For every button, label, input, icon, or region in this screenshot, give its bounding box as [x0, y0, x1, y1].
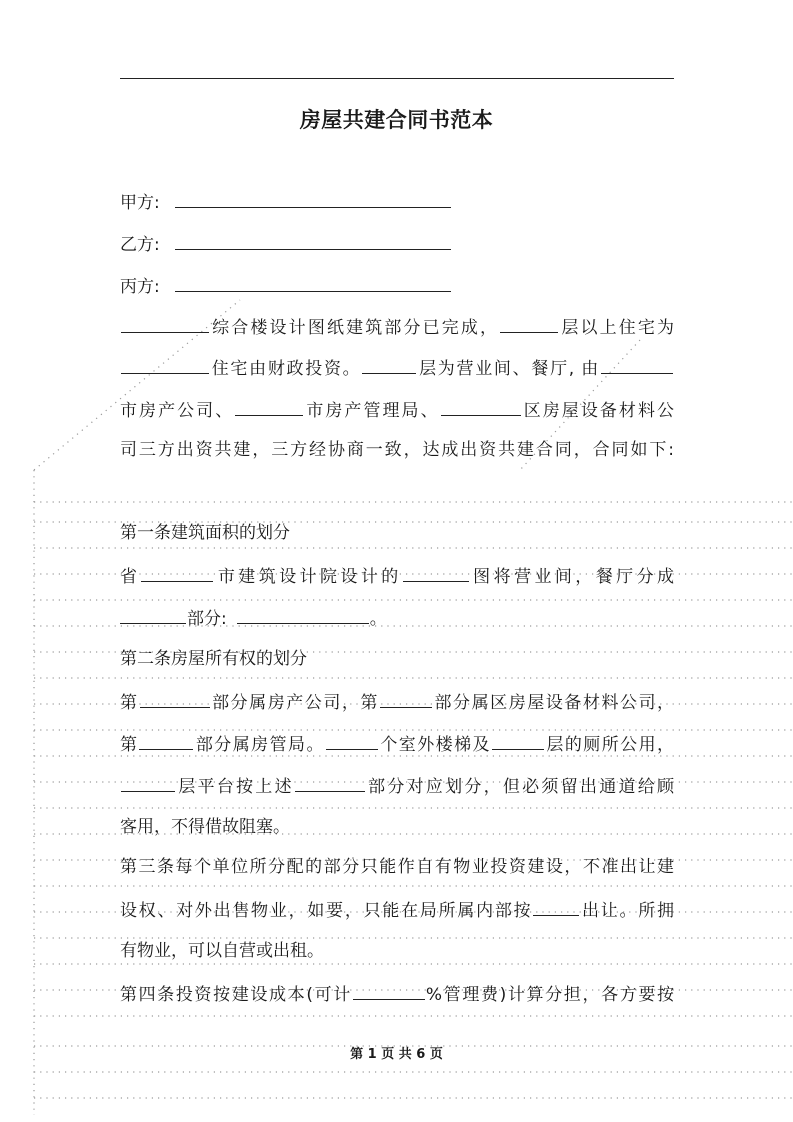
blank: [295, 771, 365, 792]
blank: [326, 729, 378, 750]
body-text: 市房产公司、: [120, 401, 235, 421]
document-title: 房屋共建合同书范本: [299, 108, 494, 132]
body-text: 住宅由财政投资。: [210, 359, 362, 379]
body-line-4: 司三方出资共建，三方经协商一致，达成出资共建合同，合同如下:: [120, 440, 674, 460]
blank: [380, 687, 432, 708]
blank: [353, 979, 425, 1000]
party-c-blank: [175, 271, 451, 292]
body-text: 个室外楼梯及: [378, 735, 491, 755]
body-text: 层为营业间、餐厅, 由: [417, 359, 601, 379]
body-line-11: 第三条每个单位所分配的部分只能作自有物业投资建设，不准出让建: [120, 857, 674, 877]
blank: [403, 561, 469, 582]
body-text: 部分对应划分，但必须留出通道给顾: [365, 777, 675, 797]
blank: [500, 312, 558, 333]
body-line-12: [120, 895, 674, 923]
body-text: 设权、对外出售物业，如要，只能在局所属内部按: [120, 901, 533, 921]
body-text: 层的厕所公用，: [544, 735, 675, 755]
body-text: 图将营业间，餐厅分成: [469, 567, 675, 587]
party-a-blank: [175, 187, 451, 208]
blank: [121, 353, 209, 374]
body-text: 部分属房管局。: [194, 735, 325, 755]
article-2-heading: 第二条房屋所有权的划分: [120, 649, 307, 669]
header-rule: [120, 78, 674, 79]
body-line-6: [120, 603, 387, 631]
blank: [121, 771, 175, 792]
blank: [121, 312, 209, 333]
party-a-line: [120, 187, 452, 215]
body-text: 第: [120, 693, 139, 713]
body-text: 部分属房产公司，第: [210, 693, 379, 713]
body-line-13: 有物业，可以自营或出租。: [120, 941, 324, 961]
body-line-9: [120, 771, 674, 799]
party-b-line: [120, 229, 452, 257]
blank: [601, 353, 673, 374]
blank: [237, 603, 369, 624]
body-line-8: [120, 729, 674, 757]
blank: [120, 603, 186, 624]
page-number: 第 1 页 共 6 页: [350, 1047, 443, 1062]
body-text: 层平台按上述: [176, 777, 294, 797]
body-text: 第: [120, 735, 139, 755]
party-c-line: [120, 271, 452, 299]
body-line-3: [120, 395, 674, 423]
blank: [141, 561, 213, 582]
body-text: 省: [120, 567, 141, 587]
body-line-5: [120, 561, 674, 589]
blank: [492, 729, 544, 750]
body-line-1: [120, 312, 674, 340]
body-text: 。: [369, 609, 387, 629]
blank: [139, 729, 193, 750]
body-text: 市建筑设计院设计的: [214, 567, 402, 587]
body-text: 部分:: [187, 609, 227, 629]
body-line-2: [120, 353, 674, 381]
party-a-label: 甲方:: [120, 193, 160, 213]
body-line-10: 客用，不得借故阻塞。: [120, 817, 290, 837]
body-text: 部分属区房屋设备材料公司，: [432, 693, 675, 713]
body-text: 市房产管理局、: [304, 401, 440, 421]
party-b-blank: [175, 229, 451, 250]
blank: [235, 395, 303, 416]
blank: [362, 353, 416, 374]
blank: [140, 687, 210, 708]
body-text: 区房屋设备材料公: [521, 401, 675, 421]
body-text: 第四条投资按建设成本(可计: [120, 985, 352, 1005]
body-line-14: [120, 979, 674, 1007]
blank: [441, 395, 521, 416]
body-text: 层以上住宅为: [559, 318, 675, 338]
body-text: %管理费)计算分担，各方要按: [425, 985, 674, 1005]
body-text: 综合楼设计图纸建筑部分已完成，: [210, 318, 500, 338]
party-b-label: 乙方:: [120, 235, 160, 255]
article-1-heading: 第一条建筑面积的划分: [120, 523, 290, 543]
blank: [533, 895, 579, 916]
body-text: 出让。所拥: [580, 901, 675, 921]
body-line-7: [120, 687, 674, 715]
party-c-label: 丙方:: [120, 277, 160, 297]
